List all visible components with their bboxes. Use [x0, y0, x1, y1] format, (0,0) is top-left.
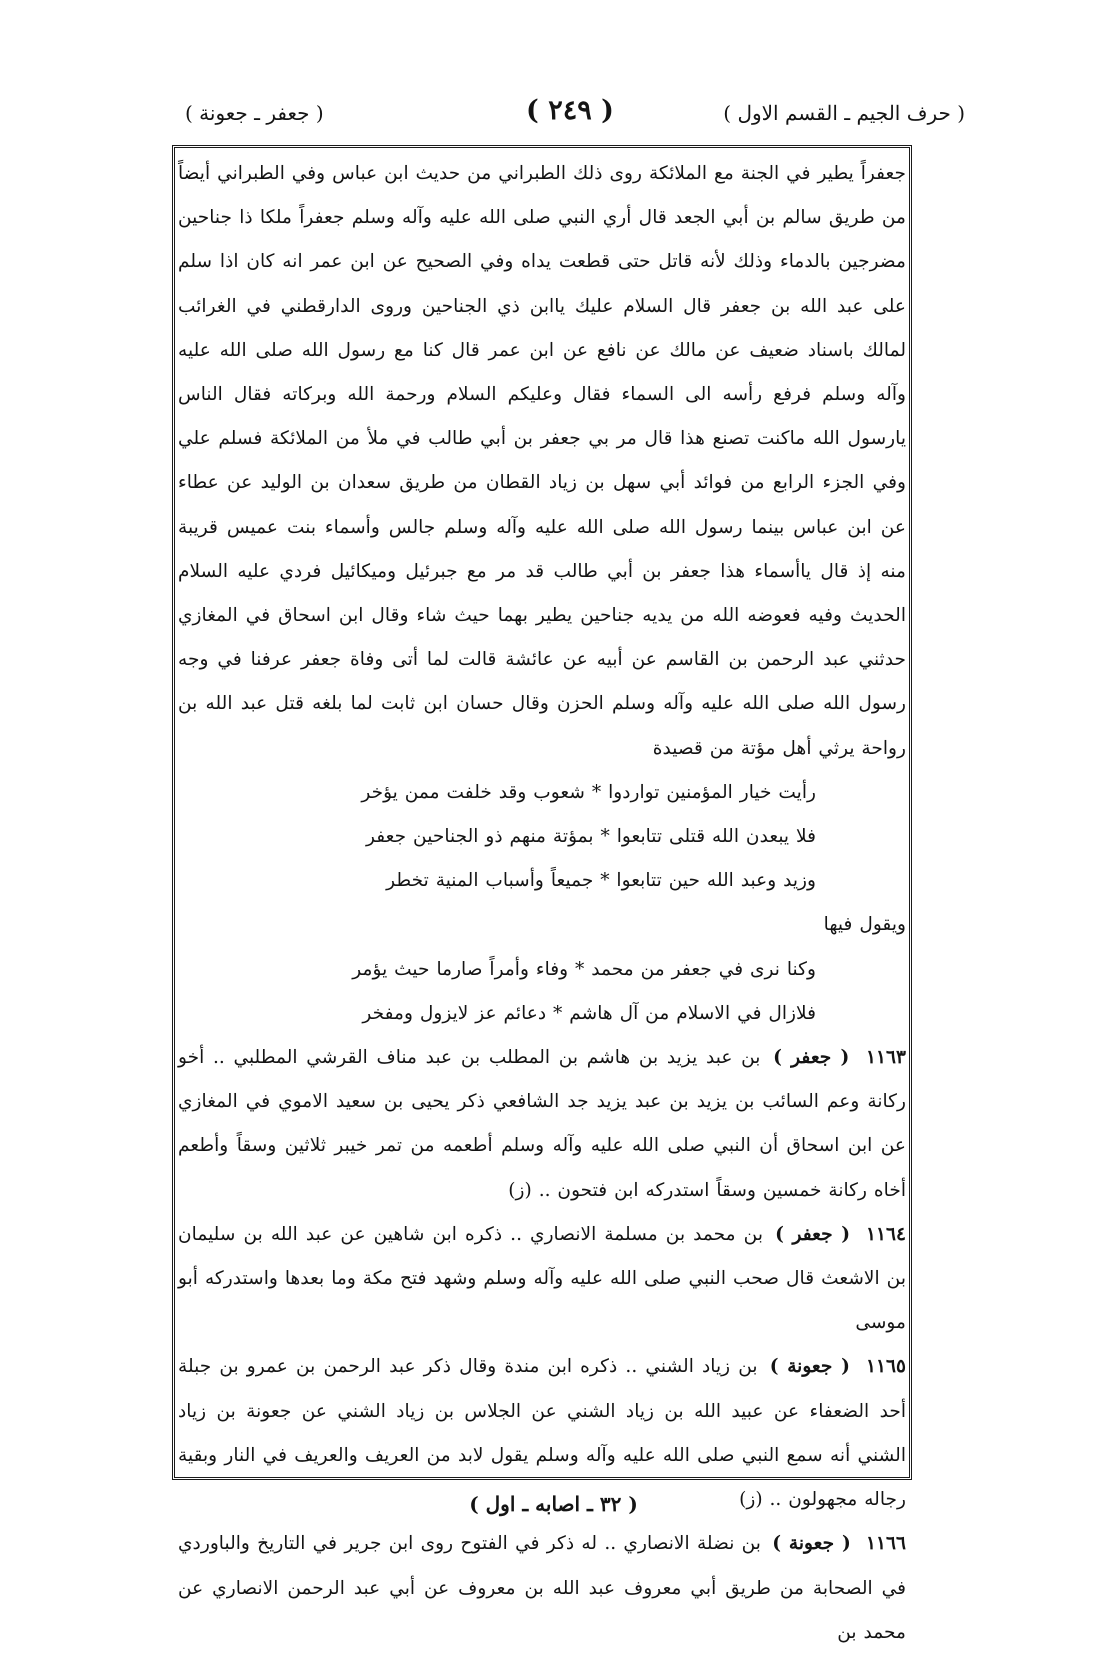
entry-number: ١١٦٦ [866, 1533, 906, 1555]
poem-line: رأيت خيار المؤمنين تواردوا * شعوب وقد خلفت ممن يؤخر [361, 781, 816, 803]
entry-number: ١١٦٥ [866, 1356, 906, 1378]
entry-headword: ( جعونة ) [769, 1356, 850, 1378]
poem-line: وزيد وعبد الله حين تتابعوا * جميعاً وأسباب المنية تخطر [386, 870, 816, 892]
entry-text: بن عبد يزيد بن هاشم بن المطلب بن عبد مناف القرشي المطلبي .. أخو ركانة وعم السائب بن يزيد بن عبد يزيد جد الشافعي ذكر يحيى بن سعيد الاموي في المغازي عن ابن اسحاق أن النبي صلى الله عليه وآله وسلم أطعمه من تمر خيبر ثلاثين وسقاً وأطعم أخاه ركانة خمسين وسقاً استدركه ابن فتحون .. (ز) [178, 1047, 906, 1201]
poem-line: وكنا نرى في جعفر من محمد * وفاء وأمراً صارما حيث يؤمر [352, 958, 816, 980]
entry-headword: ( جعونة ) [772, 1533, 851, 1555]
entry-number: ١١٦٣ [866, 1047, 906, 1069]
intro-paragraph: جعفراً يطير في الجنة مع الملائكة روى ذلك الطبراني من حديث ابن عباس وفي الطبراني أيضاً من طريق سالم بن أبي الجعد قال أري النبي صلى الله عليه وآله وسلم جعفراً ملكا ذا جناحين مضرجين بالدماء وذلك لأنه قاتل حتى قطعت يداه وفي الصحيح عن ابن عمر انه كان اذا سلم على عبد الله بن جعفر قال السلام عليك ياابن ذي الجناحين وروى الدارقطني في الغرائب لمالك باسناد ضعيف عن مالك عن نافع عن ابن عمر قال كنا مع رسول الله صلى الله عليه وآله وسلم فرفع رأسه الى السماء فقال وعليكم السلام ورحمة الله وبركاته فقال الناس يارسول الله ماكنت تصنع هذا قال مر بي جعفر بن أبي طالب في ملأ من الملائكة فسلم علي وفي الجزء الرابع من فوائد أبي سهل بن زياد القطان من طريق سعدان بن الوليد عن عطاء عن ابن عباس بينما رسول الله صلى الله عليه وآله وسلم جالس وأسماء بنت عميس قريبة منه إذ قال ياأسماء هذا جعفر بن أبي طالب قد مر مع جبرئيل وميكائيل فردي عليه السلام الحديث وفيه فعوضه الله من يديه جناحين يطير بهما حيث شاء وقال ابن اسحاق في المغازي حدثني عبد الرحمن بن القاسم عن أبيه عن عائشة قالت لما أتى وفاة جعفر عرفنا في وجه رسول الله صلى الله عليه وآله وسلم الحزن وقال حسان ابن ثابت لما بلغه قتل عبد الله بن رواحة يرثي أهل مؤتة من قصيدة [178, 163, 906, 759]
entry-1164 [178, 1213, 906, 1346]
entry-headword: ( جعفر ) [775, 1223, 850, 1245]
poem-2 [178, 948, 906, 1036]
entry-number: ١١٦٤ [866, 1223, 906, 1245]
page-number: ( ٢٤٩ ) [526, 95, 614, 126]
entry-text: بن زياد الشني .. ذكره ابن مندة وقال ذكر عبد الرحمن بن عمرو بن جبلة أحد الضعفاء عن عبيد الله بن زياد الشني عن الجلاس بن زياد الشني عن جعونة بن زياد الشني أنه سمع النبي صلى الله عليه وآله وسلم يقول لابد من العريف والعريف في النار وبقية رجاله مجهولون .. (ز) [178, 1356, 906, 1511]
signature-mark: ( ٣٢ ـ اصابه ـ اول ) [469, 1492, 638, 1516]
entry-1163 [178, 1036, 906, 1213]
main-text [178, 152, 906, 1655]
header-section-title: ( حرف الجيم ـ القسم الاول ) [723, 101, 965, 125]
header-entry-range: ( جعفر ـ جعونة ) [185, 101, 324, 125]
entry-1166 [178, 1522, 906, 1655]
poem-intro: ويقول فيها [823, 914, 906, 936]
poem-line: فلا يبعدن الله قتلى تتابعوا * بمؤتة منهم ذو الجناحين جعفر [366, 826, 816, 848]
entry-headword: ( جعفر ) [773, 1047, 850, 1069]
poem-1 [178, 771, 906, 904]
entry-text: بن نضلة الانصاري .. له ذكر في الفتوح روى ابن جرير في التاريخ والباوردي في الصحابة من طريق أبي معروف عبد الله بن معروف عن أبي عبد الرحمن الانصاري عن محمد بن [178, 1533, 906, 1643]
entry-text: بن محمد بن مسلمة الانصاري .. ذكره ابن شاهين عن عبد الله بن سليمان بن الاشعث قال صحب النبي صلى الله عليه وآله وسلم وشهد فتح مكة وما بعدها واستدركه أبو موسى [178, 1223, 906, 1334]
poem-line: فلازال في الاسلام من آل هاشم * دعائم عز لايزول ومفخر [362, 1002, 816, 1024]
running-head [175, 95, 965, 139]
